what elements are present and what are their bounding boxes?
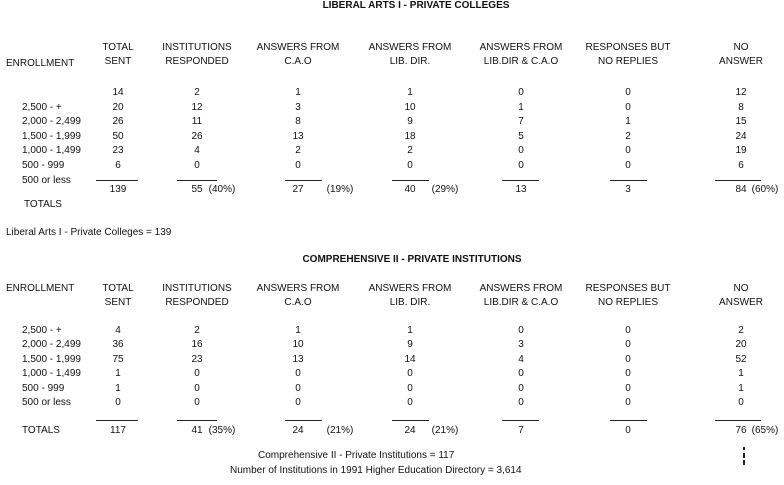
total-rule (177, 420, 217, 421)
table-cell: 1 (518, 101, 524, 113)
table-cell: 0 (625, 368, 631, 380)
enrollment-range: 500 or less (22, 397, 71, 408)
table-cell: 0 (407, 368, 413, 380)
table-cell: 13 (292, 353, 304, 365)
total-rule (285, 420, 322, 421)
table-cell: 0 (295, 382, 301, 394)
column-header: NO REPLIES (597, 56, 659, 67)
table-cell: 20 (112, 101, 124, 113)
table-cell: 12 (191, 101, 203, 113)
column-header: SENT (104, 56, 132, 67)
table-cell: 0 (407, 397, 413, 408)
total-value: 27 (292, 184, 304, 195)
section-note: Number of Institutions in 1991 Higher Education Directory = 3,614 (230, 465, 522, 476)
total-rule (392, 180, 429, 181)
column-header: RESPONSES BUT (585, 42, 671, 53)
margin-mark (743, 453, 745, 458)
column-header: ANSWERS FROM (479, 283, 563, 294)
column-header: ANSWER (719, 56, 763, 67)
column-header: ANSWERS FROM (479, 42, 563, 53)
table-cell: 1 (738, 368, 744, 380)
enrollment-range: 1,000 - 1,499 (22, 145, 81, 157)
total-rule (610, 420, 647, 421)
table-cell: 5 (518, 130, 524, 142)
table-cell: 0 (295, 368, 301, 380)
table-cell: 8 (295, 116, 301, 128)
total-value: 24 (292, 425, 304, 436)
table-cell: 0 (518, 87, 524, 98)
table-cell: 0 (625, 397, 631, 408)
table-cell: 0 (518, 397, 524, 408)
column-header: SENT (104, 297, 132, 308)
table-cell: 0 (194, 160, 200, 171)
column-header: ANSWER (719, 297, 763, 308)
table-cell: 14 (404, 353, 416, 365)
table-cell: 2 (194, 87, 200, 98)
total-percent: (40%) (208, 184, 236, 195)
table-cell: 0 (518, 368, 524, 380)
column-header: ANSWERS FROM (256, 283, 340, 294)
total-value: 41 (191, 425, 203, 436)
table-cell: 0 (295, 397, 301, 408)
column-header: LIB.DIR & C.A.O (483, 56, 559, 67)
table-cell: 7 (518, 116, 524, 128)
column-header: C.A.O (284, 297, 312, 308)
table-cell: 0 (625, 101, 631, 113)
column-header-enrollment: ENROLLMENT (6, 58, 75, 69)
table-cell: 0 (625, 145, 631, 157)
total-value: 84 (735, 184, 747, 195)
table-cell: 75 (112, 353, 124, 365)
table-cell: 0 (518, 145, 524, 157)
table-cell: 26 (191, 130, 203, 142)
column-header: LIB. DIR. (389, 297, 431, 308)
enrollment-range: 2,500 - + (22, 101, 62, 113)
table-cell: 1 (625, 116, 631, 128)
total-percent: (29%) (431, 184, 459, 195)
section-title: LIBERAL ARTS I - PRIVATE COLLEGES (322, 0, 510, 11)
table-cell: 0 (738, 397, 744, 408)
total-percent: (65%) (751, 425, 779, 436)
total-value: 7 (518, 425, 524, 436)
table-cell: 18 (404, 130, 416, 142)
column-header: LIB. DIR. (389, 56, 431, 67)
column-header: RESPONDED (165, 297, 229, 308)
table-cell: 13 (292, 130, 304, 142)
enrollment-range: 1,500 - 1,999 (22, 130, 81, 142)
table-cell: 1 (407, 325, 413, 336)
table-cell: 8 (738, 101, 744, 113)
section-title: COMPREHENSIVE II - PRIVATE INSTITUTIONS (302, 254, 522, 265)
table-cell: 0 (625, 353, 631, 365)
totals-label: TOTALS (22, 425, 60, 436)
table-cell: 1 (407, 87, 413, 98)
table-cell: 1 (295, 325, 301, 336)
total-rule (96, 180, 138, 181)
total-rule (96, 420, 138, 421)
table-cell: 0 (115, 397, 121, 408)
table-cell: 14 (112, 87, 124, 98)
column-header: TOTAL (102, 283, 134, 294)
table-cell: 0 (194, 397, 200, 408)
column-header: ANSWERS FROM (368, 42, 452, 53)
total-value: 3 (625, 184, 631, 195)
total-rule (177, 180, 217, 181)
enrollment-range: 1,500 - 1,999 (22, 353, 81, 365)
column-header: INSTITUTIONS (162, 283, 232, 294)
enrollment-range: 500 - 999 (22, 382, 65, 394)
section-note: Comprehensive II - Private Institutions = 117 (258, 450, 455, 461)
table-cell: 20 (735, 339, 747, 351)
total-rule (715, 180, 761, 181)
table-cell: 2 (738, 325, 744, 336)
table-cell: 0 (625, 325, 631, 336)
total-value: 55 (191, 184, 203, 195)
column-header-enrollment: ENROLLMENT (6, 283, 75, 294)
table-cell: 0 (518, 382, 524, 394)
table-cell: 0 (194, 382, 200, 394)
section-note: Liberal Arts I - Private Colleges = 139 (6, 227, 172, 238)
column-header: INSTITUTIONS (162, 42, 232, 53)
total-value: 139 (109, 184, 127, 195)
total-percent: (60%) (751, 184, 779, 195)
table-cell: 24 (735, 130, 747, 142)
table-cell: 6 (115, 160, 121, 171)
column-header: ANSWERS FROM (256, 42, 340, 53)
total-percent: (35%) (208, 425, 236, 436)
column-header: RESPONSES BUT (585, 283, 671, 294)
table-cell: 4 (518, 353, 524, 365)
table-cell: 23 (191, 353, 203, 365)
totals-label: TOTALS (24, 199, 62, 210)
table-cell: 23 (112, 145, 124, 157)
total-percent: (21%) (431, 425, 459, 436)
table-cell: 11 (191, 116, 203, 128)
table-cell: 1 (738, 382, 744, 394)
table-cell: 26 (112, 116, 124, 128)
column-header: NO (733, 42, 749, 53)
table-cell: 4 (115, 325, 121, 336)
table-cell: 0 (295, 160, 301, 171)
column-header: RESPONDED (165, 56, 229, 67)
margin-mark (743, 460, 745, 465)
total-value: 76 (735, 425, 747, 436)
table-cell: 9 (407, 116, 413, 128)
total-value: 13 (515, 184, 527, 195)
table-cell: 15 (735, 116, 747, 128)
total-percent: (19%) (326, 184, 354, 195)
column-header: ANSWERS FROM (368, 283, 452, 294)
column-header: TOTAL (102, 42, 134, 53)
margin-mark (743, 447, 745, 450)
table-cell: 52 (735, 353, 747, 365)
table-cell: 2 (295, 145, 301, 157)
total-value: 24 (404, 425, 416, 436)
total-value: 0 (625, 425, 631, 436)
table-cell: 12 (735, 87, 747, 98)
table-cell: 0 (194, 368, 200, 380)
enrollment-range: 2,000 - 2,499 (22, 116, 81, 128)
table-cell: 0 (625, 160, 631, 171)
table-cell: 6 (738, 160, 744, 171)
table-cell: 10 (292, 339, 304, 351)
total-rule (715, 420, 761, 421)
total-rule (392, 420, 429, 421)
total-rule (610, 180, 647, 181)
table-cell: 2 (194, 325, 200, 336)
table-cell: 0 (407, 160, 413, 171)
table-cell: 36 (112, 339, 124, 351)
total-rule (502, 180, 539, 181)
total-rule (502, 420, 539, 421)
table-cell: 16 (191, 339, 203, 351)
table-cell: 0 (407, 382, 413, 394)
table-cell: 0 (625, 382, 631, 394)
enrollment-range: 500 or less (22, 174, 71, 186)
table-cell: 0 (625, 87, 631, 98)
table-cell: 3 (295, 101, 301, 113)
table-cell: 9 (407, 339, 413, 351)
total-percent: (21%) (326, 425, 354, 436)
enrollment-range: 1,000 - 1,499 (22, 368, 81, 380)
column-header: NO REPLIES (597, 297, 659, 308)
table-cell: 2 (625, 130, 631, 142)
table-cell: 0 (625, 339, 631, 351)
table-cell: 4 (194, 145, 200, 157)
table-cell: 1 (115, 382, 121, 394)
table-cell: 2 (407, 145, 413, 157)
table-cell: 1 (295, 87, 301, 98)
column-header: C.A.O (284, 56, 312, 67)
enrollment-range: 2,500 - + (22, 325, 62, 336)
table-cell: 3 (518, 339, 524, 351)
table-cell: 19 (735, 145, 747, 157)
table-cell: 50 (112, 130, 124, 142)
column-header: NO (733, 283, 749, 294)
table-cell: 10 (404, 101, 416, 113)
total-value: 40 (404, 184, 416, 195)
table-cell: 1 (115, 368, 121, 380)
table-cell: 0 (518, 325, 524, 336)
total-value: 117 (110, 425, 126, 436)
total-rule (285, 180, 322, 181)
table-cell: 0 (518, 160, 524, 171)
enrollment-range: 2,000 - 2,499 (22, 339, 81, 351)
column-header: LIB.DIR & C.A.O (483, 297, 559, 308)
enrollment-range: 500 - 999 (22, 160, 65, 171)
